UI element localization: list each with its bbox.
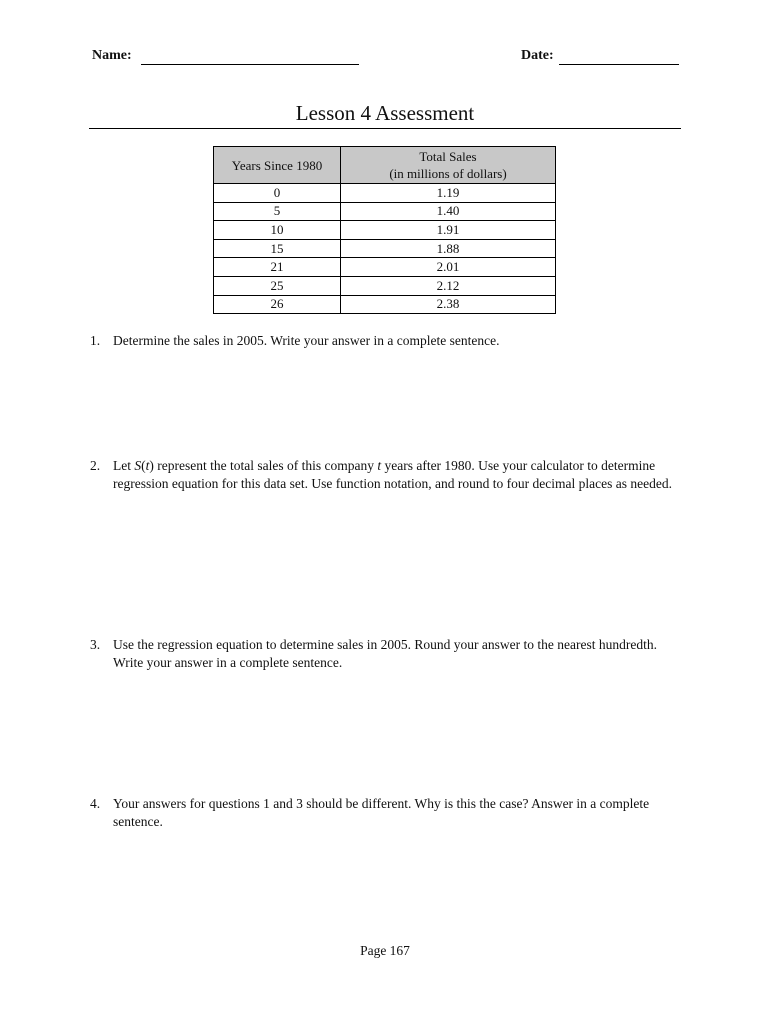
name-field[interactable] (141, 64, 359, 65)
sales-cell: 1.88 (341, 239, 556, 258)
years-cell: 26 (214, 295, 341, 314)
title-divider (89, 128, 681, 129)
date-label: Date: (521, 48, 554, 63)
table-header-row (214, 147, 556, 184)
sales-table (213, 146, 556, 314)
page-number: Page 167 (360, 943, 410, 958)
sales-cell: 1.40 (341, 202, 556, 221)
sales-cell: 2.01 (341, 258, 556, 277)
years-cell: 5 (214, 202, 341, 221)
name-label: Name: (92, 48, 132, 63)
question-text: Your answers for questions 1 and 3 should be different. Why is this the case? Answer in a complete sentence. (113, 796, 650, 829)
question-text: Use the regression equation to determine sales in 2005. Round your answer to the nearest hundredth. Write your answer in a complete sentence. (113, 637, 657, 670)
sales-cell: 1.19 (341, 184, 556, 203)
header-sales-line1: Total Sales (419, 149, 477, 164)
question-number: 4. (90, 796, 101, 811)
table-row (214, 295, 556, 314)
header (0, 46, 770, 70)
question-text: Determine the sales in 2005. Write your answer in a complete sentence. (113, 333, 500, 348)
table-row (214, 276, 556, 295)
header-sales (341, 147, 556, 184)
question-4 (90, 795, 680, 831)
question-1 (90, 332, 680, 350)
date-field[interactable] (559, 64, 679, 65)
question-text-part: Let (113, 458, 135, 473)
years-cell: 25 (214, 276, 341, 295)
question-number: 2. (90, 458, 101, 473)
sales-cell: 1.91 (341, 221, 556, 240)
question-text (113, 457, 680, 493)
years-cell: 21 (214, 258, 341, 277)
question-3 (90, 636, 680, 672)
years-cell: 0 (214, 184, 341, 203)
question-text-part: years after 1980. Use your calculator to determine regression equation for this data set. Use function notation, and round to four decimal places as needed. (113, 458, 672, 491)
paren-open: ( (141, 458, 146, 473)
header-sales-line2: (in millions of dollars) (389, 166, 507, 181)
variable-t: t (377, 458, 382, 473)
years-cell: 10 (214, 221, 341, 240)
question-number: 1. (90, 333, 101, 348)
function-name: S (134, 458, 142, 473)
sales-cell: 2.12 (341, 276, 556, 295)
page-title: Lesson 4 Assessment (295, 101, 475, 125)
paren-close: ) (149, 458, 154, 473)
question-2 (90, 457, 680, 493)
table-row (214, 258, 556, 277)
table-row (214, 202, 556, 221)
question-number: 3. (90, 637, 101, 652)
variable-t: t (145, 458, 150, 473)
years-cell: 15 (214, 239, 341, 258)
table-row (214, 184, 556, 203)
sales-cell: 2.38 (341, 295, 556, 314)
table-row (214, 221, 556, 240)
table-row (214, 239, 556, 258)
question-text-part: represent the total sales of this company (153, 458, 378, 473)
header-years: Years Since 1980 (214, 147, 341, 184)
